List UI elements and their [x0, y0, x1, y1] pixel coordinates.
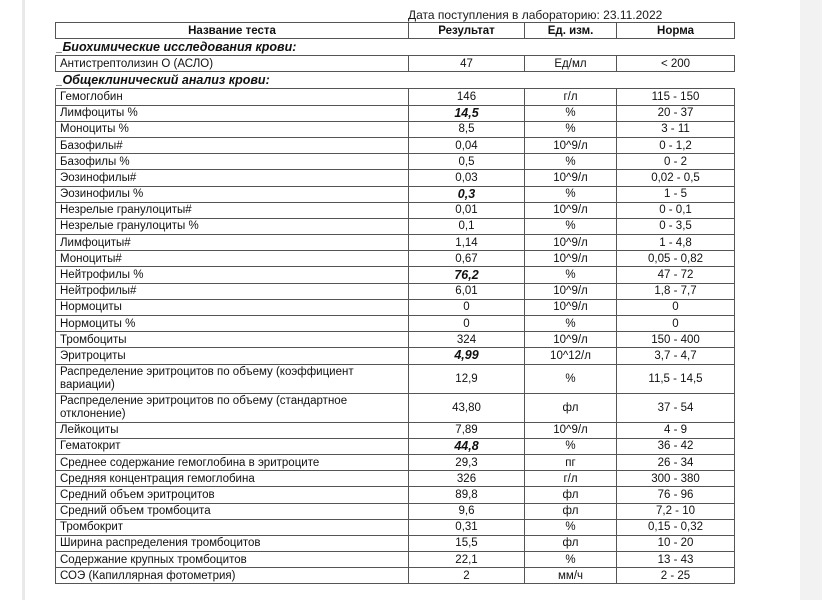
table-row: [56, 503, 735, 519]
test-name-cell: Гематокрит: [56, 438, 409, 454]
test-name-cell: Незрелые гранулоциты %: [56, 218, 409, 234]
table-row: [56, 535, 735, 551]
table-row: [56, 56, 735, 72]
norm-cell: 4 - 9: [617, 422, 735, 438]
unit-cell: г/л: [525, 471, 617, 487]
table-row: [56, 438, 735, 454]
result-cell: 326: [409, 471, 525, 487]
unit-cell: 10^9/л: [525, 235, 617, 251]
unit-cell: пг: [525, 454, 617, 470]
test-name-cell: Содержание крупных тромбоцитов: [56, 552, 409, 568]
unit-cell: Ед/мл: [525, 56, 617, 72]
unit-cell: %: [525, 316, 617, 332]
result-cell: 2: [409, 568, 525, 584]
unit-cell: г/л: [525, 89, 617, 105]
result-cell: 47: [409, 56, 525, 72]
table-row: [56, 552, 735, 568]
page-edge-left: [22, 0, 25, 600]
result-cell: 0: [409, 316, 525, 332]
result-cell: 29,3: [409, 454, 525, 470]
unit-cell: %: [525, 121, 617, 137]
norm-cell: 300 - 380: [617, 471, 735, 487]
norm-cell: 115 - 150: [617, 89, 735, 105]
table-row: [56, 105, 735, 121]
col-header-name: Название теста: [56, 23, 409, 39]
table-row: [56, 454, 735, 470]
norm-cell: 37 - 54: [617, 393, 735, 422]
result-cell: [409, 348, 525, 364]
table-row: [56, 137, 735, 153]
unit-cell: 10^9/л: [525, 422, 617, 438]
table-row: [56, 364, 735, 393]
result-cell: [409, 267, 525, 283]
table-row: [56, 316, 735, 332]
test-name-cell: Лимфоциты %: [56, 105, 409, 121]
table-row: [56, 568, 735, 584]
test-name-cell: Среднее содержание гемоглобина в эритроците: [56, 454, 409, 470]
abnormal-result-value: 14,5: [454, 105, 479, 120]
test-name-cell: Нормоциты: [56, 299, 409, 315]
unit-cell: 10^9/л: [525, 202, 617, 218]
norm-cell: 13 - 43: [617, 552, 735, 568]
section-header: [56, 39, 735, 56]
test-name-cell: Тромбоциты: [56, 332, 409, 348]
norm-cell: 1,8 - 7,7: [617, 283, 735, 299]
result-cell: 89,8: [409, 487, 525, 503]
unit-cell: фл: [525, 535, 617, 551]
unit-cell: 10^9/л: [525, 170, 617, 186]
result-cell: 22,1: [409, 552, 525, 568]
test-name-cell: Моноциты %: [56, 121, 409, 137]
test-name-cell: Эозинофилы %: [56, 186, 409, 202]
table-row: [56, 422, 735, 438]
section-title: _Общеклинический анализ крови:: [55, 73, 270, 88]
norm-cell: 0: [617, 299, 735, 315]
test-name-cell: Средняя концентрация гемоглобина: [56, 471, 409, 487]
result-cell: [409, 186, 525, 202]
abnormal-result-value: 76,2: [454, 267, 479, 282]
table-row: [56, 121, 735, 137]
table-row: [56, 251, 735, 267]
col-header-result: Результат: [409, 23, 525, 39]
result-cell: 0,1: [409, 218, 525, 234]
norm-cell: 36 - 42: [617, 438, 735, 454]
unit-cell: %: [525, 218, 617, 234]
cut-off-footer-text: [56, 592, 146, 600]
norm-cell: 1 - 5: [617, 186, 735, 202]
norm-cell: 0 - 3,5: [617, 218, 735, 234]
test-name-cell: Незрелые гранулоциты#: [56, 202, 409, 218]
table-row: [56, 154, 735, 170]
norm-cell: 10 - 20: [617, 535, 735, 551]
table-row: [56, 218, 735, 234]
result-cell: 15,5: [409, 535, 525, 551]
unit-cell: %: [525, 154, 617, 170]
norm-cell: 7,2 - 10: [617, 503, 735, 519]
table-row: [56, 170, 735, 186]
test-name-cell: Средний объем эритроцитов: [56, 487, 409, 503]
result-cell: 9,6: [409, 503, 525, 519]
result-cell: [409, 438, 525, 454]
test-name-cell: Распределение эритроцитов по объему (коэффициент вариации): [56, 364, 409, 393]
result-cell: 1,14: [409, 235, 525, 251]
unit-cell: мм/ч: [525, 568, 617, 584]
test-name-cell: Нормоциты %: [56, 316, 409, 332]
table-row: [56, 299, 735, 315]
norm-cell: 26 - 34: [617, 454, 735, 470]
test-name-cell: Эозинофилы#: [56, 170, 409, 186]
table-row: [56, 267, 735, 283]
table-row: [56, 519, 735, 535]
norm-cell: 0,05 - 0,82: [617, 251, 735, 267]
result-cell: 43,80: [409, 393, 525, 422]
result-cell: 12,9: [409, 364, 525, 393]
test-name-cell: Ширина распределения тромбоцитов: [56, 535, 409, 551]
test-name-cell: Гемоглобин: [56, 89, 409, 105]
norm-cell: 0 - 1,2: [617, 137, 735, 153]
test-name-cell: Распределение эритроцитов по объему (стандартное отклонение): [56, 393, 409, 422]
result-cell: 6,01: [409, 283, 525, 299]
unit-cell: %: [525, 552, 617, 568]
result-cell: 0,03: [409, 170, 525, 186]
result-cell: 0,04: [409, 137, 525, 153]
result-cell: 324: [409, 332, 525, 348]
norm-cell: 0,02 - 0,5: [617, 170, 735, 186]
unit-cell: %: [525, 438, 617, 454]
unit-cell: %: [525, 364, 617, 393]
result-cell: 0,5: [409, 154, 525, 170]
table-row: [56, 283, 735, 299]
unit-cell: %: [525, 519, 617, 535]
norm-cell: 1 - 4,8: [617, 235, 735, 251]
result-cell: 7,89: [409, 422, 525, 438]
result-cell: 0,31: [409, 519, 525, 535]
col-header-norm: Норма: [617, 23, 735, 39]
norm-cell: < 200: [617, 56, 735, 72]
unit-cell: 10^9/л: [525, 299, 617, 315]
unit-cell: %: [525, 105, 617, 121]
table-row: [56, 235, 735, 251]
test-name-cell: Антистрептолизин О (АСЛО): [56, 56, 409, 72]
test-name-cell: Моноциты#: [56, 251, 409, 267]
test-name-cell: Тромбокрит: [56, 519, 409, 535]
table-row: [56, 487, 735, 503]
test-name-cell: СОЭ (Капиллярная фотометрия): [56, 568, 409, 584]
norm-cell: 3 - 11: [617, 121, 735, 137]
norm-cell: 2 - 25: [617, 568, 735, 584]
norm-cell: 76 - 96: [617, 487, 735, 503]
table-row: [56, 393, 735, 422]
norm-cell: 47 - 72: [617, 267, 735, 283]
unit-cell: %: [525, 186, 617, 202]
test-name-cell: Нейтрофилы %: [56, 267, 409, 283]
result-cell: 146: [409, 89, 525, 105]
unit-cell: 10^9/л: [525, 283, 617, 299]
test-name-cell: Лейкоциты: [56, 422, 409, 438]
unit-cell: 10^9/л: [525, 137, 617, 153]
col-header-unit: Ед. изм.: [525, 23, 617, 39]
table-row: [56, 332, 735, 348]
norm-cell: 3,7 - 4,7: [617, 348, 735, 364]
unit-cell: 10^9/л: [525, 251, 617, 267]
abnormal-result-value: 4,99: [454, 348, 479, 363]
result-cell: 0,67: [409, 251, 525, 267]
test-name-cell: Лимфоциты#: [56, 235, 409, 251]
test-name-cell: Нейтрофилы#: [56, 283, 409, 299]
unit-cell: фл: [525, 503, 617, 519]
table-row: [56, 202, 735, 218]
table-row: [56, 186, 735, 202]
norm-cell: 20 - 37: [617, 105, 735, 121]
test-name-cell: Базофилы %: [56, 154, 409, 170]
unit-cell: %: [525, 267, 617, 283]
page-edge-right: [800, 0, 822, 600]
unit-cell: 10^12/л: [525, 348, 617, 364]
section-header: [56, 72, 735, 89]
unit-cell: 10^9/л: [525, 332, 617, 348]
unit-cell: фл: [525, 393, 617, 422]
norm-cell: 150 - 400: [617, 332, 735, 348]
lab-date: Дата поступления в лабораторию: 23.11.2022: [408, 8, 663, 22]
unit-cell: фл: [525, 487, 617, 503]
result-cell: 0,01: [409, 202, 525, 218]
abnormal-result-value: 0,3: [457, 186, 476, 201]
test-name-cell: Средний объем тромбоцита: [56, 503, 409, 519]
table-row: [56, 89, 735, 105]
test-name-cell: Базофилы#: [56, 137, 409, 153]
results-table: [55, 22, 735, 584]
section-title: _Биохимические исследования крови:: [55, 40, 297, 55]
norm-cell: 0 - 2: [617, 154, 735, 170]
norm-cell: 0: [617, 316, 735, 332]
result-cell: [409, 105, 525, 121]
result-cell: 8,5: [409, 121, 525, 137]
abnormal-result-value: 44,8: [454, 438, 479, 453]
norm-cell: 0 - 0,1: [617, 202, 735, 218]
result-cell: 0: [409, 299, 525, 315]
norm-cell: 0,15 - 0,32: [617, 519, 735, 535]
table-row: [56, 348, 735, 364]
table-row: [56, 471, 735, 487]
table-header-row: [56, 23, 735, 39]
norm-cell: 11,5 - 14,5: [617, 364, 735, 393]
test-name-cell: Эритроциты: [56, 348, 409, 364]
